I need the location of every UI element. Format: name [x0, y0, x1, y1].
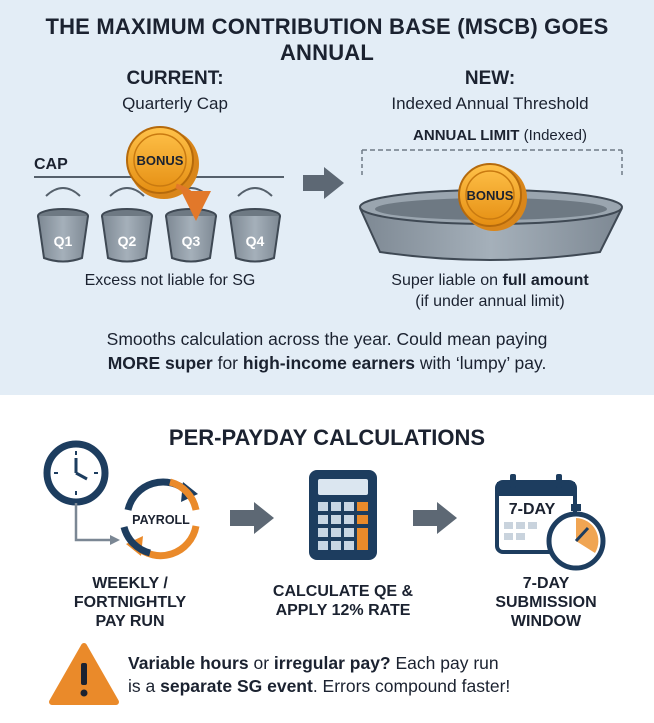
new-caption [370, 272, 610, 290]
annual-limit-label-bold: ANNUAL LIMIT [413, 127, 520, 144]
warning-text-2: Each pay run [390, 653, 499, 673]
warning-icon [52, 646, 116, 702]
bucket-label-q2: Q2 [117, 233, 137, 249]
warning-bold-3: separate SG event [160, 676, 313, 696]
bucket-label-q3: Q3 [181, 233, 201, 249]
summary-text-2: with ‘lumpy’ pay. [415, 353, 547, 373]
bonus-coin-current-label: BONUS [136, 153, 184, 168]
summary-bold-2: high-income earners [242, 353, 416, 373]
warning-text-3: is a [128, 676, 161, 696]
step-1-line1: WEEKLY / [92, 575, 168, 592]
bonus-coin-new-label: BONUS [466, 188, 514, 203]
step-label-calculate [258, 582, 428, 620]
payday-title: PER-PAYDAY CALCULATIONS [168, 425, 486, 450]
bucket-q4 [230, 188, 280, 262]
new-heading: NEW: [464, 68, 516, 89]
step-1-line2: FORTNIGHTLY [73, 594, 187, 611]
step-1-line3: PAY RUN [95, 613, 165, 630]
summary-line2 [40, 351, 614, 375]
warning-text-4: . Errors compound faster! [312, 676, 511, 696]
step-3-line1: 7-DAY [522, 575, 570, 592]
warning-text-1: or [248, 653, 274, 673]
calendar-label: 7-DAY [508, 501, 556, 518]
step-3-line3: WINDOW [510, 613, 582, 630]
summary-note [40, 327, 614, 375]
new-caption-pre: Super liable on [391, 272, 503, 289]
step-2-line1: CALCULATE QE & [272, 583, 414, 600]
step-arrow-2-icon [413, 502, 457, 534]
step-label-pay-run [50, 574, 210, 631]
warning-bold-2: irregular pay? [273, 653, 391, 673]
bucket-q1 [38, 188, 88, 262]
new-caption-bold: full amount [502, 272, 589, 289]
step-3-line2: SUBMISSION [495, 594, 597, 611]
calculator-icon [309, 470, 377, 560]
step-2-line2: APPLY 12% RATE [275, 602, 411, 619]
new-subheading: Indexed Annual Threshold [391, 94, 589, 113]
new-caption-line2: (if under annual limit) [415, 293, 565, 310]
arrow-right-icon [303, 167, 344, 199]
warning-line2 [128, 675, 628, 698]
annual-limit-label-rest: (Indexed) [519, 127, 587, 144]
annual-limit-label [380, 127, 620, 144]
warning-line1 [128, 652, 628, 675]
payroll-label: PAYROLL [132, 513, 190, 527]
current-caption: Excess not liable for SG [84, 272, 256, 289]
clock-connector [76, 503, 112, 540]
current-heading: CURRENT: [126, 68, 224, 89]
bucket-q3 [166, 188, 216, 262]
summary-bold-1: MORE super [107, 353, 213, 373]
clock-icon [47, 444, 105, 502]
bucket-label-q4: Q4 [245, 233, 265, 249]
warning-bold-1: Variable hours [128, 653, 249, 673]
step-label-window [466, 574, 626, 631]
current-subheading: Quarterly Cap [122, 94, 228, 113]
cap-label: CAP [34, 156, 68, 173]
step-arrow-1-icon [230, 502, 274, 534]
warning-text [128, 652, 628, 698]
page-title: THE MAXIMUM CONTRIBUTION BASE (MSCB) GOES ANNUAL [45, 14, 609, 65]
connector-head [110, 535, 120, 545]
summary-text-1: for [212, 353, 243, 373]
bucket-q2 [102, 188, 152, 262]
bucket-label-q1: Q1 [53, 233, 73, 249]
summary-line1: Smooths calculation across the year. Could mean paying [106, 329, 548, 349]
